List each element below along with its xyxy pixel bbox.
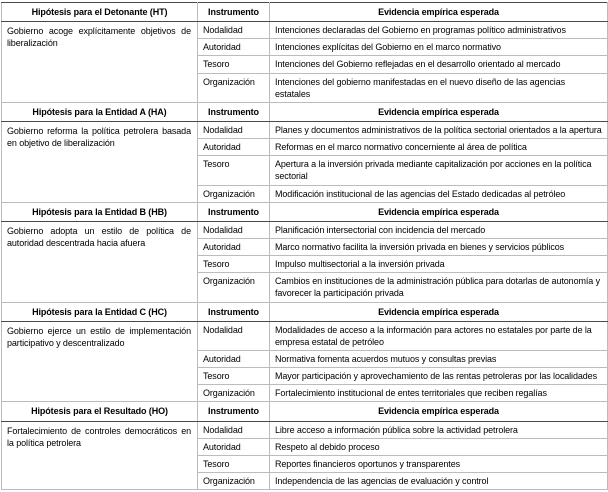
evidence-cell: Independencia de las agencias de evaluación y control: [270, 472, 608, 489]
instrument-cell: Tesoro: [198, 256, 270, 273]
instrument-cell: Autoridad: [198, 238, 270, 255]
section-header-row: [2, 202, 608, 221]
instrument-column-header: Instrumento: [198, 302, 270, 321]
evidence-cell: Intenciones declaradas del Gobierno en programas político administrativos: [270, 22, 608, 39]
instrument-cell: Autoridad: [198, 350, 270, 367]
instrument-cell: Tesoro: [198, 368, 270, 385]
hypothesis-text: Gobierno acoge explícitamente objetivos de liberalización: [2, 22, 198, 103]
evidence-column-header: Evidencia empírica esperada: [270, 102, 608, 121]
evidence-cell: Intenciones del Gobierno reflejadas en el desarrollo orientado al mercado: [270, 56, 608, 73]
table-row: [2, 421, 608, 438]
hypothesis-text: Fortalecimiento de controles democráticos en la política petrolera: [2, 421, 198, 490]
table-row: [2, 221, 608, 238]
table-row: [2, 22, 608, 39]
instrument-column-header: Instrumento: [198, 3, 270, 22]
evidence-column-header: Evidencia empírica esperada: [270, 302, 608, 321]
evidence-cell: Impulso multisectorial a la inversión privada: [270, 256, 608, 273]
hypothesis-column-header: Hipótesis para el Detonante (HT): [2, 3, 198, 22]
section-header-row: [2, 302, 608, 321]
table-row: [2, 121, 608, 138]
instrument-cell: Organización: [198, 73, 270, 102]
evidence-cell: Intenciones del gobierno manifestadas en el nuevo diseño de las agencias estatales: [270, 73, 608, 102]
instrument-cell: Nodalidad: [198, 221, 270, 238]
evidence-cell: Modificación institucional de las agencias del Estado dedicadas al petróleo: [270, 185, 608, 202]
instrument-cell: Autoridad: [198, 39, 270, 56]
evidence-cell: Libre acceso a información pública sobre la actividad petrolera: [270, 421, 608, 438]
evidence-cell: Mayor participación y aprovechamiento de las rentas petroleras por las localidades: [270, 368, 608, 385]
evidence-cell: Planificación intersectorial con incidencia del mercado: [270, 221, 608, 238]
evidence-cell: Fortalecimiento institucional de entes territoriales que reciben regalías: [270, 385, 608, 402]
hypothesis-text: Gobierno reforma la política petrolera basada en objetivo de liberalización: [2, 121, 198, 202]
evidence-cell: Modalidades de acceso a la información para actores no estatales por parte de la empresa estatal de petróleo: [270, 321, 608, 350]
evidence-cell: Cambios en instituciones de la administración pública para dotarlas de autonomía y favorecer la participación privada: [270, 273, 608, 302]
evidence-cell: Apertura a la inversión privada mediante capitalización por acciones en la política sectorial: [270, 156, 608, 185]
evidence-cell: Reportes financieros oportunos y transparentes: [270, 455, 608, 472]
instrument-cell: Tesoro: [198, 56, 270, 73]
table-section-hc: [2, 302, 608, 402]
evidence-cell: Intenciones explícitas del Gobierno en el marco normativo: [270, 39, 608, 56]
evidence-column-header: Evidencia empírica esperada: [270, 202, 608, 221]
section-header-row: [2, 402, 608, 421]
instrument-column-header: Instrumento: [198, 102, 270, 121]
instrument-cell: Nodalidad: [198, 321, 270, 350]
hypothesis-column-header: Hipótesis para la Entidad C (HC): [2, 302, 198, 321]
table-section-ha: [2, 102, 608, 202]
instrument-cell: Nodalidad: [198, 421, 270, 438]
instrument-cell: Organización: [198, 185, 270, 202]
table-section-ho: [2, 402, 608, 490]
evidence-cell: Reformas en el marco normativo concerniente al área de política: [270, 139, 608, 156]
instrument-column-header: Instrumento: [198, 202, 270, 221]
hypothesis-column-header: Hipótesis para la Entidad A (HA): [2, 102, 198, 121]
hypothesis-column-header: Hipótesis para la Entidad B (HB): [2, 202, 198, 221]
instrument-cell: Organización: [198, 385, 270, 402]
instrument-cell: Organización: [198, 472, 270, 489]
hypothesis-text: Gobierno ejerce un estilo de implementación participativo y descentralizado: [2, 321, 198, 402]
evidence-column-header: Evidencia empírica esperada: [270, 402, 608, 421]
instrument-column-header: Instrumento: [198, 402, 270, 421]
hypothesis-text: Gobierno adopta un estilo de política de autoridad descentrada hacia afuera: [2, 221, 198, 302]
section-header-row: [2, 102, 608, 121]
table-row: [2, 321, 608, 350]
evidence-cell: Marco normativo facilita la inversión privada en bienes y servicios públicos: [270, 238, 608, 255]
instrument-cell: Tesoro: [198, 156, 270, 185]
instrument-cell: Tesoro: [198, 455, 270, 472]
table-section-ht: [2, 3, 608, 103]
evidence-cell: Normativa fomenta acuerdos mutuos y consultas previas: [270, 350, 608, 367]
instrument-cell: Nodalidad: [198, 121, 270, 138]
section-header-row: [2, 3, 608, 22]
instrument-cell: Autoridad: [198, 438, 270, 455]
evidence-cell: Respeto al debido proceso: [270, 438, 608, 455]
evidence-cell: Planes y documentos administrativos de la política sectorial orientados a la apertura: [270, 121, 608, 138]
instrument-cell: Organización: [198, 273, 270, 302]
evidence-column-header: Evidencia empírica esperada: [270, 3, 608, 22]
instrument-cell: Nodalidad: [198, 22, 270, 39]
hypothesis-column-header: Hipótesis para el Resultado (HO): [2, 402, 198, 421]
hypothesis-table: [1, 2, 608, 490]
instrument-cell: Autoridad: [198, 139, 270, 156]
table-section-hb: [2, 202, 608, 302]
